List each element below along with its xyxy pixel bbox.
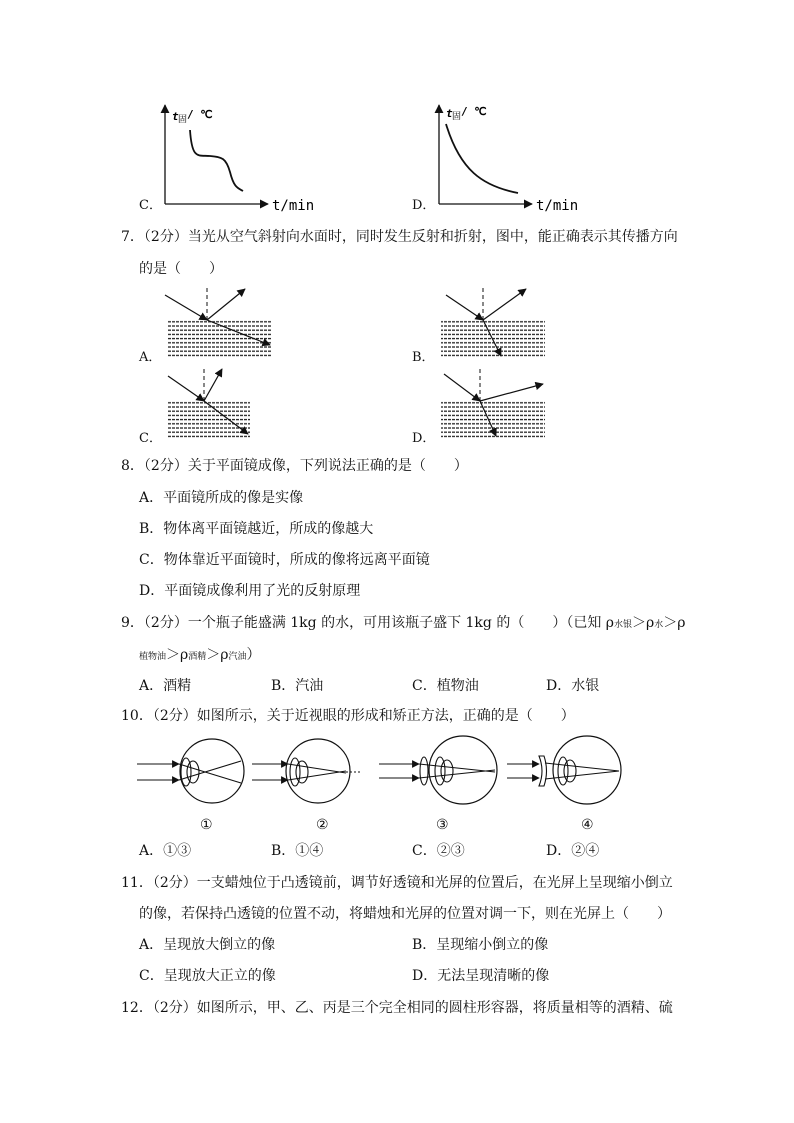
q9-option-d: D．水银 [546, 678, 600, 694]
q9-option-c: C．植物油 [412, 678, 479, 694]
q9-option-a: A．酒精 [139, 678, 192, 694]
q10-eye-figure-3 [377, 730, 507, 810]
q6c-x-label: t/min [272, 198, 315, 214]
q11-stem-line2: 的像，若保持凸透镜的位置不动，将蜡烛和光屏的位置对调一下，则在光屏上（ ） [139, 906, 671, 922]
q6c-y-label: t [172, 110, 179, 123]
q7-figure-a [160, 283, 280, 363]
q6d-curve [446, 124, 518, 193]
q8-stem: 8．（2分）关于平面镜成像，下列说法正确的是（ ） [121, 458, 468, 474]
q9-sub-veg: 植物油 [139, 652, 167, 662]
q9-sub-mercury: 水银 [614, 620, 633, 630]
q10-option-c: C．②③ [412, 843, 465, 859]
q11-option-a: A．呈现放大倒立的像 [139, 937, 276, 953]
q6c-curve [190, 130, 243, 191]
q6d-x-label: t/min [536, 198, 579, 214]
q10-option-a: A．①③ [139, 843, 192, 859]
q7-option-b: B． [412, 350, 435, 365]
q6d-y-label: t [446, 107, 453, 120]
q10-figure-label-1: ① [200, 817, 213, 833]
q9-sub-gas: 汽油 [228, 652, 247, 662]
q6-option-c: C． [139, 198, 162, 213]
q7-stem-line2: 的是（ ） [139, 261, 223, 277]
q7-figure-c [160, 364, 280, 444]
q7-figure-b [436, 283, 556, 363]
q9-option-b: B．汽油 [271, 678, 324, 694]
q9-stem-line2 [139, 646, 261, 666]
q9-sub-water: 水 [654, 620, 664, 630]
q9-gt1: ＞ρ [632, 615, 655, 631]
q8-option-b: B．物体离平面镜越近，所成的像越大 [139, 521, 374, 537]
q11-option-c: C．呈现放大正立的像 [139, 968, 276, 984]
q10-figure-label-4: ④ [581, 817, 594, 833]
q11-stem-line1: 11．（2分）一支蜡烛位于凸透镜前，调节好透镜和光屏的位置后，在光屏上呈现缩小倒立 [121, 875, 673, 891]
q8-option-a: A．平面镜所成的像是实像 [139, 490, 304, 506]
q6c-y-sub: 固 [178, 115, 188, 125]
q11-option-d: D．无法呈现清晰的像 [412, 968, 550, 984]
q10-figure-label-2: ② [316, 817, 329, 833]
q6-graph-d [424, 100, 604, 215]
q8-option-c: C．物体靠近平面镜时，所成的像将远离平面镜 [139, 552, 430, 568]
q8-option-d: D．平面镜成像利用了光的反射原理 [139, 583, 361, 599]
q6d-y-sub: 固 [452, 112, 462, 122]
q7-option-c: C． [139, 431, 162, 446]
q9-gt4: ＞ρ [206, 647, 229, 663]
q10-figure-label-3: ③ [436, 817, 449, 833]
q9-gt3: ＞ρ [166, 647, 189, 663]
q10-option-b: B．①④ [271, 843, 324, 859]
q6d-y-unit: / ℃ [461, 105, 487, 118]
q6-graph-c [150, 100, 330, 215]
q9-stem-text: 9．（2分）一个瓶子能盛满 1kg 的水，可用该瓶子盛下 1kg 的（ ）（已知 ρ [121, 615, 614, 631]
q6c-y-unit: / ℃ [187, 108, 213, 121]
q9-stem-line1 [121, 614, 686, 634]
q9-close: ） [246, 647, 261, 663]
q11-option-b: B．呈现缩小倒立的像 [412, 937, 549, 953]
q9-sub-alcohol: 酒精 [188, 652, 207, 662]
q10-eye-figure-4 [505, 730, 635, 810]
q10-option-d: D．②④ [546, 843, 600, 859]
q7-stem-line1: 7．（2分）当光从空气斜射向水面时，同时发生反射和折射，图中，能正确表示其传播方向 [121, 229, 678, 245]
q12-stem-line1: 12．（2分）如图所示，甲、乙、丙是三个完全相同的圆柱形容器，将质量相等的酒精、硫 [121, 1000, 673, 1016]
q7-figure-d [436, 364, 556, 444]
q6-option-d: D． [412, 198, 436, 213]
q7-option-a: A． [139, 350, 162, 365]
q7-option-d: D． [412, 431, 436, 446]
q10-eye-figure-1 [135, 735, 255, 810]
q10-eye-figure-2 [250, 735, 370, 810]
q9-gt2: ＞ρ [663, 615, 686, 631]
q10-stem: 10．（2分）如图所示，关于近视眼的形成和矫正方法，正确的是（ ） [121, 708, 575, 724]
